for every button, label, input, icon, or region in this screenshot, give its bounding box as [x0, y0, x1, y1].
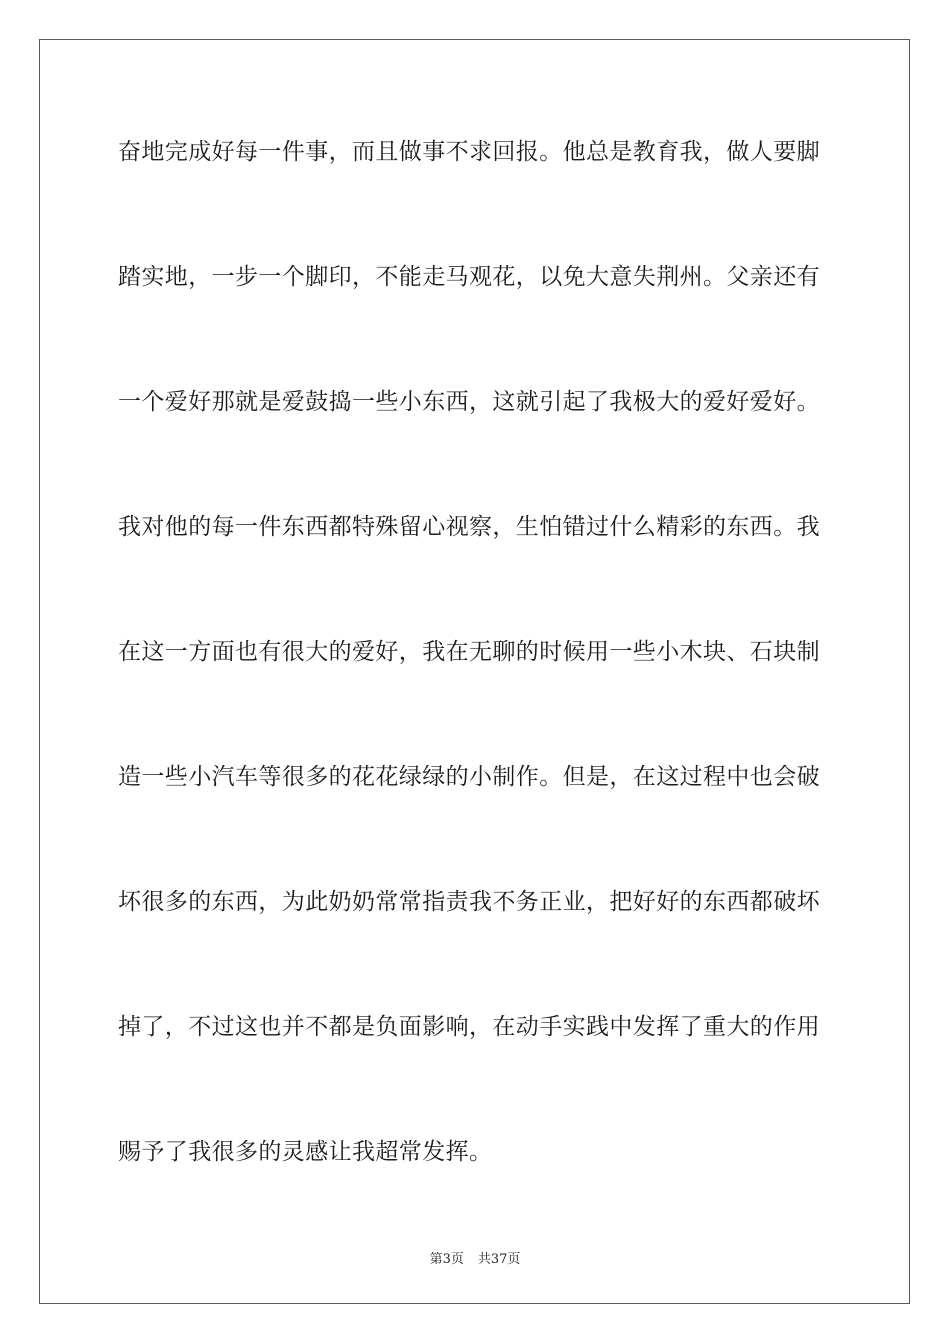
text-line: 掉了，不过这也并不都是负面影响，在动手实践中发挥了重大的作用 [118, 1014, 820, 1040]
text-line: 在这一方面也有很大的爱好，我在无聊的时候用一些小木块、石块制 [118, 639, 820, 665]
text-line: 造一些小汽车等很多的花花绿绿的小制作。但是，在这过程中也会破 [118, 764, 820, 790]
page-footer [0, 1248, 950, 1267]
text-line: 赐予了我很多的灵感让我超常发挥。 [118, 1139, 493, 1165]
text-line: 我对他的每一件东西都特殊留心视察，生怕错过什么精彩的东西。我 [118, 514, 820, 540]
page-number: 第3页 [429, 1252, 464, 1267]
text-line: 坏很多的东西，为此奶奶常常指责我不务正业，把好好的东西都破坏 [118, 889, 820, 915]
text-line: 奋地完成好每一件事，而且做事不求回报。他总是教育我，做人要脚 [118, 139, 820, 165]
text-line: 踏实地，一步一个脚印，不能走马观花，以免大意失荆州。父亲还有 [118, 264, 820, 290]
text-line: 一个爱好那就是爱鼓捣一些小东西，这就引起了我极大的爱好爱好。 [118, 389, 820, 415]
document-body [118, 128, 838, 1253]
total-pages: 共37页 [477, 1252, 521, 1267]
